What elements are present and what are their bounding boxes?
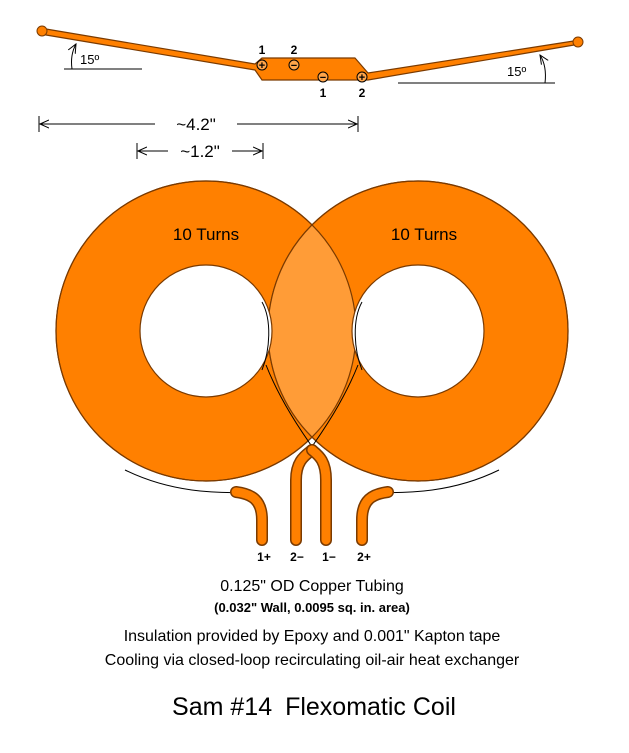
terminal-label-2plus: 2+ bbox=[357, 550, 371, 564]
terminal-label-2minus: 2− bbox=[290, 550, 304, 564]
lower-label-2: 2 bbox=[358, 86, 366, 100]
dim-label-inner: ~1.2" bbox=[180, 142, 220, 161]
terminal-label-1minus: 1− bbox=[322, 550, 336, 564]
dim-label-overall: ~4.2" bbox=[176, 115, 216, 134]
terminal-labels bbox=[257, 550, 371, 564]
lower-label-1: 1 bbox=[319, 86, 327, 100]
spec-wall: (0.032" Wall, 0.0095 sq. in. area) bbox=[214, 600, 410, 615]
left-coil-hole bbox=[140, 265, 272, 397]
right-end-cap bbox=[573, 37, 583, 47]
spec-insulation: Insulation provided by Epoxy and 0.001" Kapton tape bbox=[123, 628, 501, 645]
terminal-sign-upper-2: − bbox=[290, 60, 298, 72]
title-name: Flexomatic Coil bbox=[285, 693, 456, 721]
angle-arc-right bbox=[540, 55, 545, 83]
upper-label-1: 1 bbox=[258, 43, 266, 57]
right-coil-turns-label: 10 Turns bbox=[390, 225, 458, 244]
right-coil-hole bbox=[352, 265, 484, 397]
terminal-sign-lower-1: − bbox=[319, 72, 327, 84]
spec-block bbox=[105, 578, 520, 669]
angle-arc-left bbox=[72, 44, 77, 69]
side-view-tube bbox=[40, 28, 580, 80]
angle-label-left: 15º bbox=[80, 52, 100, 67]
title-prefix: Sam #14 bbox=[172, 693, 273, 721]
spec-cooling: Cooling via closed-loop recirculating oil-air heat exchanger bbox=[104, 652, 520, 669]
spec-tubing: 0.125" OD Copper Tubing bbox=[220, 578, 404, 595]
angle-label-right: 15º bbox=[507, 64, 527, 79]
upper-label-2: 2 bbox=[290, 43, 298, 57]
terminal-sign-lower-2: + bbox=[358, 72, 366, 84]
dimensions bbox=[39, 115, 358, 161]
terminal-sign-upper-1: + bbox=[258, 60, 266, 72]
side-view bbox=[37, 26, 583, 100]
page-title bbox=[172, 693, 456, 721]
terminal-label-1plus: 1+ bbox=[257, 550, 271, 564]
left-coil-turns-label: 10 Turns bbox=[172, 225, 240, 244]
left-end-cap bbox=[37, 26, 47, 36]
